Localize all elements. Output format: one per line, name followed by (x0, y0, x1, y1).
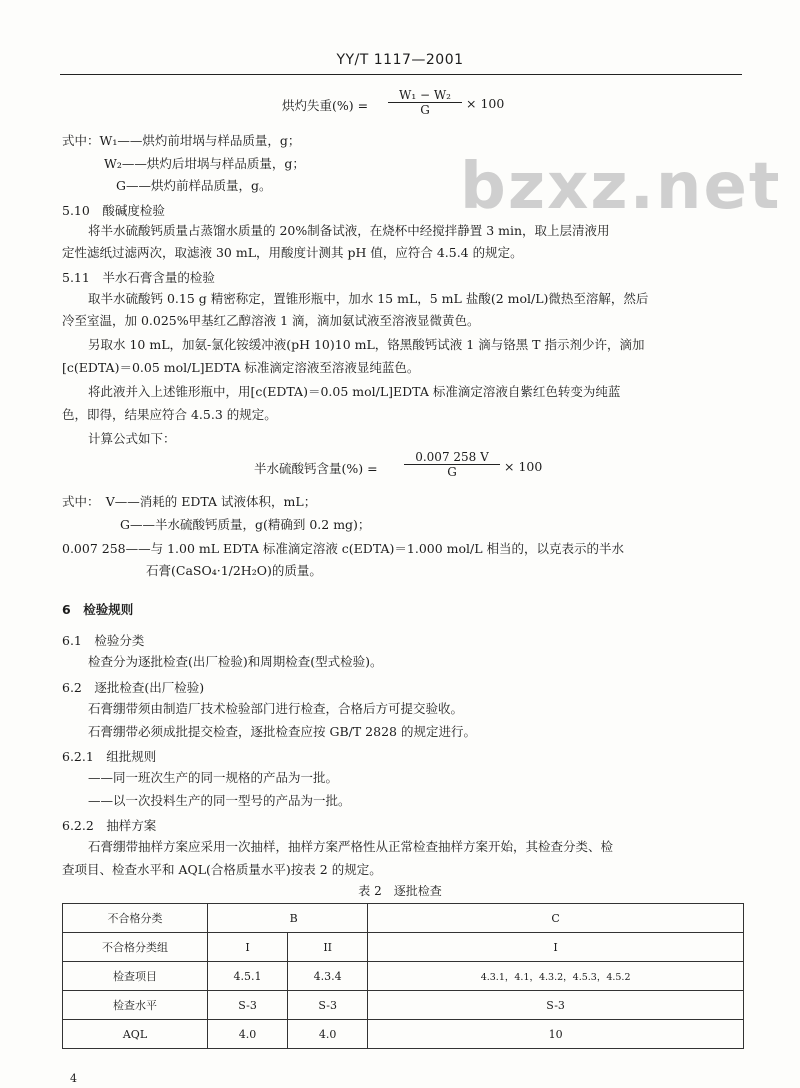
def2-const-text: 与 1.00 mL EDTA 标准滴定溶液 c(EDTA)＝1.000 mol/L 相当的，以克表示的半水 (150, 541, 625, 556)
table-row (63, 904, 744, 933)
def1-w2 (104, 156, 305, 172)
def2-g (120, 517, 370, 533)
table2-row-head: AQL (63, 1020, 208, 1049)
section-6-2-1-title: 6.2.1 组批规则 (62, 749, 157, 764)
formula1-numerator: W₁ − W₂ (388, 88, 462, 103)
table-row (63, 991, 744, 1020)
def1-g-text: ——烘灼前样品质量，g。 (126, 178, 272, 193)
table-row (63, 962, 744, 991)
def1-w2-sym: W₂ (104, 156, 122, 171)
table2-row-head: 不合格分类组 (63, 933, 208, 962)
table2 (62, 903, 744, 1049)
formula1-denominator: G (420, 103, 430, 117)
table2-cell: B (288, 904, 368, 933)
section-6-1-para: 检查分为逐批检查(出厂检验)和周期检查(型式检验)。 (88, 654, 383, 669)
formula2-denominator: G (447, 465, 457, 479)
def2-const-cont-text: 石膏(CaSO₄·1/2H₂O)的质量。 (146, 563, 322, 578)
section-5-10-para-line2: 定性滤纸过滤两次，取滤液 30 mL，用酸度计测其 pH 值，应符合 4.5.4 的规定。 (62, 245, 523, 260)
section-5-10-title: 5.10 酸碱度检验 (62, 203, 165, 218)
table2-cell: 4.5.1 (208, 962, 288, 991)
formula2-rhs: × 100 (504, 459, 543, 474)
formula2-lhs: 半水硫酸钙含量(%) = (254, 461, 378, 476)
def1-w1 (62, 133, 300, 149)
section-6-2-para-line2: 石膏绷带必须成批提交检查，逐批检查应按 GB/T 2828 的规定进行。 (88, 724, 476, 739)
table2-cell: I (208, 933, 288, 962)
section-6-2-title: 6.2 逐批检查(出厂检验) (62, 680, 205, 695)
table2-row-head: 检查水平 (63, 991, 208, 1020)
section-6-1-title: 6.1 检验分类 (62, 633, 145, 648)
section-5-11-para-line3: 另取水 10 mL，加氨-氯化铵缓冲液(pH 10)10 mL，铬黑酸钙试液 1 滴与铬黑 T 指示剂少许，滴加 (88, 337, 645, 352)
def2-const-sym: 0.007 258—— (62, 541, 151, 556)
table2-cell: S-3 (208, 991, 288, 1020)
section-6-2-para-line1: 石膏绷带须由制造厂技术检验部门进行检查，合格后方可提交验收。 (88, 701, 464, 716)
table2-cell: 4.3.4 (288, 962, 368, 991)
table2-cell: S-3 (368, 991, 744, 1020)
def1-w2-text: ——烘灼后坩埚与样品质量，g； (121, 156, 305, 171)
table2-caption: 表 2 逐批检查 (358, 884, 442, 898)
table-row (63, 933, 744, 962)
section-5-11-para-line2: 冷至室温，加 0.025%甲基红乙醇溶液 1 滴，滴加氨试液至溶液显微黄色。 (62, 313, 480, 328)
section-5-11-para-line1: 取半水硫酸钙 0.15 g 精密称定，置锥形瓶中，加水 15 mL，5 mL 盐酸(2 mol/L)微热至溶解，然后 (88, 291, 649, 306)
section-5-11-para-line6: 色，即得，结果应符合 4.5.3 的规定。 (62, 407, 277, 422)
section-5-10-para-line1: 将半水硫酸钙质量占蒸馏水质量的 20%制备试液，在烧杯中经搅拌静置 3 min，取上层清液用 (88, 223, 610, 238)
def1-g-sym: G (116, 178, 126, 193)
section-6-2-1-item1: ——同一班次生产的同一规格的产品为一批。 (88, 770, 339, 785)
formula1-fraction (388, 88, 462, 117)
section-6-2-2-title: 6.2.2 抽样方案 (62, 818, 157, 833)
section-5-11-para-line4: [c(EDTA)＝0.05 mol/L]EDTA 标准滴定溶液至溶液显纯蓝色。 (62, 360, 420, 375)
def2-const-cont (146, 563, 322, 579)
header-rule (60, 74, 742, 75)
table2-row-head: 不合格分类 (63, 904, 208, 933)
def2-g-text: ——半水硫酸钙质量，g(精确到 0.2 mg)； (130, 517, 371, 532)
table2-cell: I (368, 933, 744, 962)
def2-v-text: 消耗的 EDTA 试液体积，mL； (139, 494, 317, 509)
formula2-fraction (404, 450, 500, 479)
table2-cell: 10 (368, 1020, 744, 1049)
def2-const (62, 541, 624, 557)
def2-v-sym: 式中： V—— (62, 494, 140, 509)
table2-cell (208, 904, 288, 933)
table-row (63, 1020, 744, 1049)
section-6-title: 6 检验规则 (62, 602, 134, 617)
def2-g-sym: G (120, 517, 130, 532)
formula2-numerator: 0.007 258 V (404, 450, 500, 465)
section-6-2-2-para-line2: 查项目、检查水平和 AQL(合格质量水平)按表 2 的规定。 (62, 862, 382, 877)
section-6-2-1-item2: ——以一次投料生产的同一型号的产品为一批。 (88, 793, 351, 808)
def1-w1-sym: 式中：W₁—— (62, 133, 143, 148)
table2-cell: C (368, 904, 744, 933)
table2-cell: II (288, 933, 368, 962)
section-6-2-2-para-line1: 石膏绷带抽样方案应采用一次抽样，抽样方案严格性从正常检查抽样方案开始，其检查分类、检 (88, 839, 614, 854)
def1-g (116, 178, 272, 194)
section-5-11-para-line7: 计算公式如下： (88, 431, 176, 446)
formula1-rhs: × 100 (466, 96, 505, 111)
table2-cell: S-3 (288, 991, 368, 1020)
table2-cell: 4.3.1，4.1，4.3.2，4.5.3，4.5.2 (368, 962, 744, 991)
table2-row-head: 检查项目 (63, 962, 208, 991)
table2-cell: 4.0 (288, 1020, 368, 1049)
def2-v (62, 494, 316, 510)
table2-cell: 4.0 (208, 1020, 288, 1049)
watermark: bzxz.net (460, 150, 782, 224)
section-5-11-title: 5.11 半水石膏含量的检验 (62, 270, 215, 285)
formula1-lhs: 烘灼失重(%) = (282, 98, 369, 113)
page-number: 4 (70, 1072, 77, 1085)
standard-number: YY/T 1117—2001 (336, 52, 464, 68)
section-5-11-para-line5: 将此液并入上述锥形瓶中，用[c(EDTA)＝0.05 mol/L]EDTA 标准滴定溶液自紫红色转变为纯蓝 (88, 384, 621, 399)
def1-w1-text: 烘灼前坩埚与样品质量，g； (142, 133, 301, 148)
